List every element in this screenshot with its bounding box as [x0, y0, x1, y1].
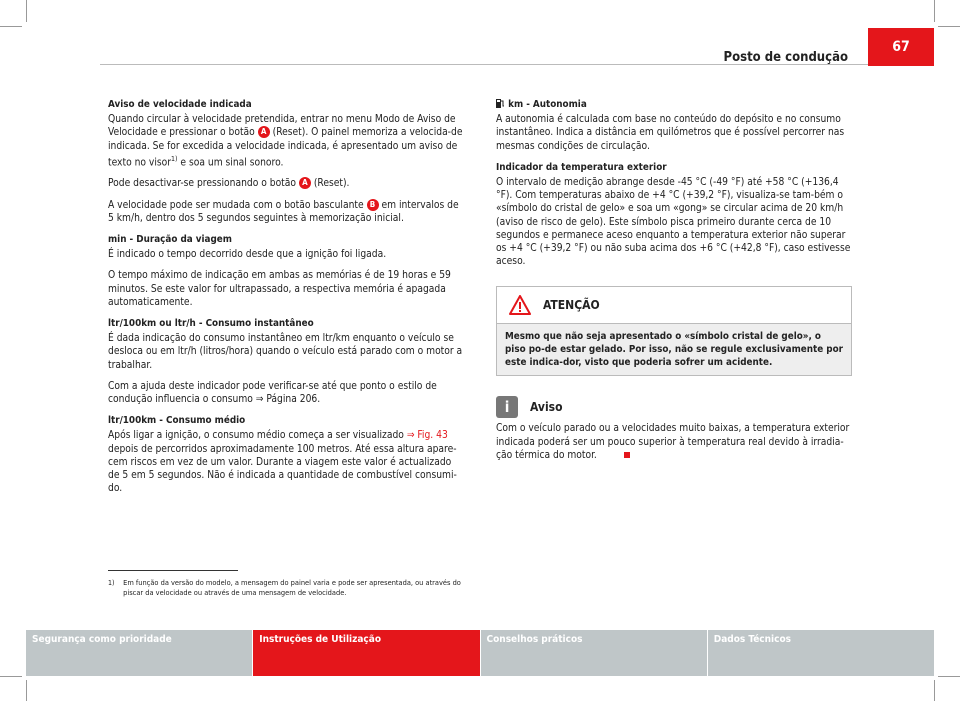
warning-text: Mesmo que não seja apresentado o «símbolo cristal de gelo», o piso po-de estar gelado. Por isso, não se regule exclusivamente por este indica-dor, visto que poderia sofrer um acidente.	[497, 324, 851, 375]
text: depois de percorridos aproximadamente 100 metros. Até essa altura apare-cem riscos em vez de um valor. Durante a viagem este valor é actualizado de 5 em 5 segundos. Não é indicada a quantidade de combustível consumi-do.	[108, 443, 457, 495]
paragraph: Com a ajuda deste indicador pode verificar-se até que ponto o estilo de condução influencia o consumo ⇒ Página 206.	[108, 380, 437, 406]
text: em intervalos de 5 km/h, dentro dos 5 segundos seguintes à memorização inicial.	[108, 199, 459, 224]
button-a-marker: A	[299, 177, 311, 189]
text: (Reset).	[313, 178, 350, 190]
section-heading	[496, 98, 852, 111]
note-header	[496, 396, 852, 418]
chapter-tabs	[26, 630, 934, 676]
tab-instrucoes[interactable]: Instruções de Utilização	[253, 630, 479, 676]
text: A velocidade pode ser mudada com o botão basculante	[108, 199, 364, 211]
paragraph: O intervalo de medição abrange desde -45 °C (-49 °F) até +58 °C (+136,4 °F). Com temperaturas abaixo de +4 °C (+39,2 °F), visualiza-se tam-bém o «símbolo do cristal de gelo» e soa um «gong» se circular acima de 20 km/h (aviso de risco de gelo). Este símbolo pisca primeiro durante cerca de 10 segundos e permanece aceso enquanto a temperatura exterior não superar os +4 °C (+39,2 °F) ou não suba acima dos +6 °C (+42,8 °F), caso estivesse aceso.	[496, 177, 851, 268]
text: (Reset). O painel memoriza a velocida-de indicada. Se for excedida a velocidade indicada, é apresentado um aviso de texto no visor	[108, 127, 463, 169]
crop-mark	[26, 0, 27, 22]
crop-mark	[934, 0, 935, 22]
crop-mark	[938, 26, 960, 27]
right-column	[496, 98, 852, 470]
section-heading: Aviso de velocidade indicada	[108, 99, 252, 110]
page-number: 67	[868, 28, 934, 66]
info-note-icon: i	[496, 396, 518, 418]
note-title: Aviso	[530, 399, 563, 414]
section-heading: ltr/100km - Consumo médio	[108, 415, 246, 427]
paragraph: A autonomia é calculada com base no conteúdo do depósito e no consumo instantâneo. Indica a distância em quilómetros que é possível percorrer nas mesmas condições de circulação.	[496, 114, 845, 152]
end-of-section-marker	[624, 452, 630, 458]
heading-text: km - Autonomia	[508, 99, 587, 110]
button-b-marker: B	[367, 199, 379, 211]
footnote-ref[interactable]: 1)	[171, 154, 178, 163]
warning-title: ATENÇÃO	[543, 297, 600, 312]
tab-conselhos[interactable]: Conselhos práticos	[481, 630, 707, 676]
button-a-marker: A	[258, 126, 270, 138]
note-text: Com o veículo parado ou a velocidades muito baixas, a temperatura exterior indicada poderá ser um pouco superior à temperatura real devido à irradia-ção térmica do motor.	[496, 423, 850, 461]
section-heading: Indicador da temperatura exterior	[496, 161, 667, 173]
paragraph	[108, 177, 464, 190]
footnote-text: Em função da versão do modelo, a mensagem do painel varia e pode ser apresentada, ou através do piscar da velocidade ou através de uma mensagem de velocidade.	[123, 578, 461, 597]
crop-mark	[26, 680, 27, 701]
section-heading: min - Duração da viagem	[108, 234, 232, 246]
crop-mark	[938, 676, 960, 677]
paragraph	[496, 422, 852, 462]
warning-header	[497, 287, 851, 324]
footnote-rule	[108, 570, 238, 571]
warning-box	[496, 286, 852, 376]
fuel-pump-icon	[496, 98, 505, 108]
crop-mark	[0, 676, 22, 677]
paragraph: É indicado o tempo decorrido desde que a ignição foi ligada.	[108, 249, 387, 261]
paragraph: É dada indicação do consumo instantâneo em ltr/km enquanto o veículo se desloca ou em ltr/h (litros/hora) quando o veículo está parado com o motor a trabalhar.	[108, 333, 463, 371]
tab-dados[interactable]: Dados Técnicos	[708, 630, 934, 676]
crop-mark	[934, 680, 935, 701]
section-heading: ltr/100km ou ltr/h - Consumo instantâneo	[108, 318, 314, 330]
left-column	[108, 98, 464, 503]
tab-seguranca[interactable]: Segurança como prioridade	[26, 630, 252, 676]
footnote-mark: 1)	[108, 579, 115, 587]
paragraph: O tempo máximo de indicação em ambas as memórias é de 19 horas e 59 minutos. Se este valor for ultrapassado, a respectiva memória é apagada automaticamente.	[108, 270, 451, 308]
footnote	[108, 578, 478, 598]
paragraph	[108, 113, 464, 169]
crop-mark	[0, 26, 22, 27]
warning-triangle-icon	[509, 295, 531, 315]
text: Pode desactivar-se pressionando o botão	[108, 178, 296, 190]
paragraph	[108, 429, 464, 495]
page-title: Posto de condução	[723, 50, 848, 65]
paragraph	[108, 199, 464, 225]
text: e soa um sinal sonoro.	[180, 157, 284, 169]
text: Quando circular à velocidade pretendida, entrar no menu Modo de Aviso de Velocidade e pressionar o botão	[108, 114, 456, 139]
figure-link[interactable]: ⇒ Fig. 43	[406, 430, 448, 442]
text: Após ligar a ignição, o consumo médio começa a ser visualizado	[108, 430, 404, 442]
